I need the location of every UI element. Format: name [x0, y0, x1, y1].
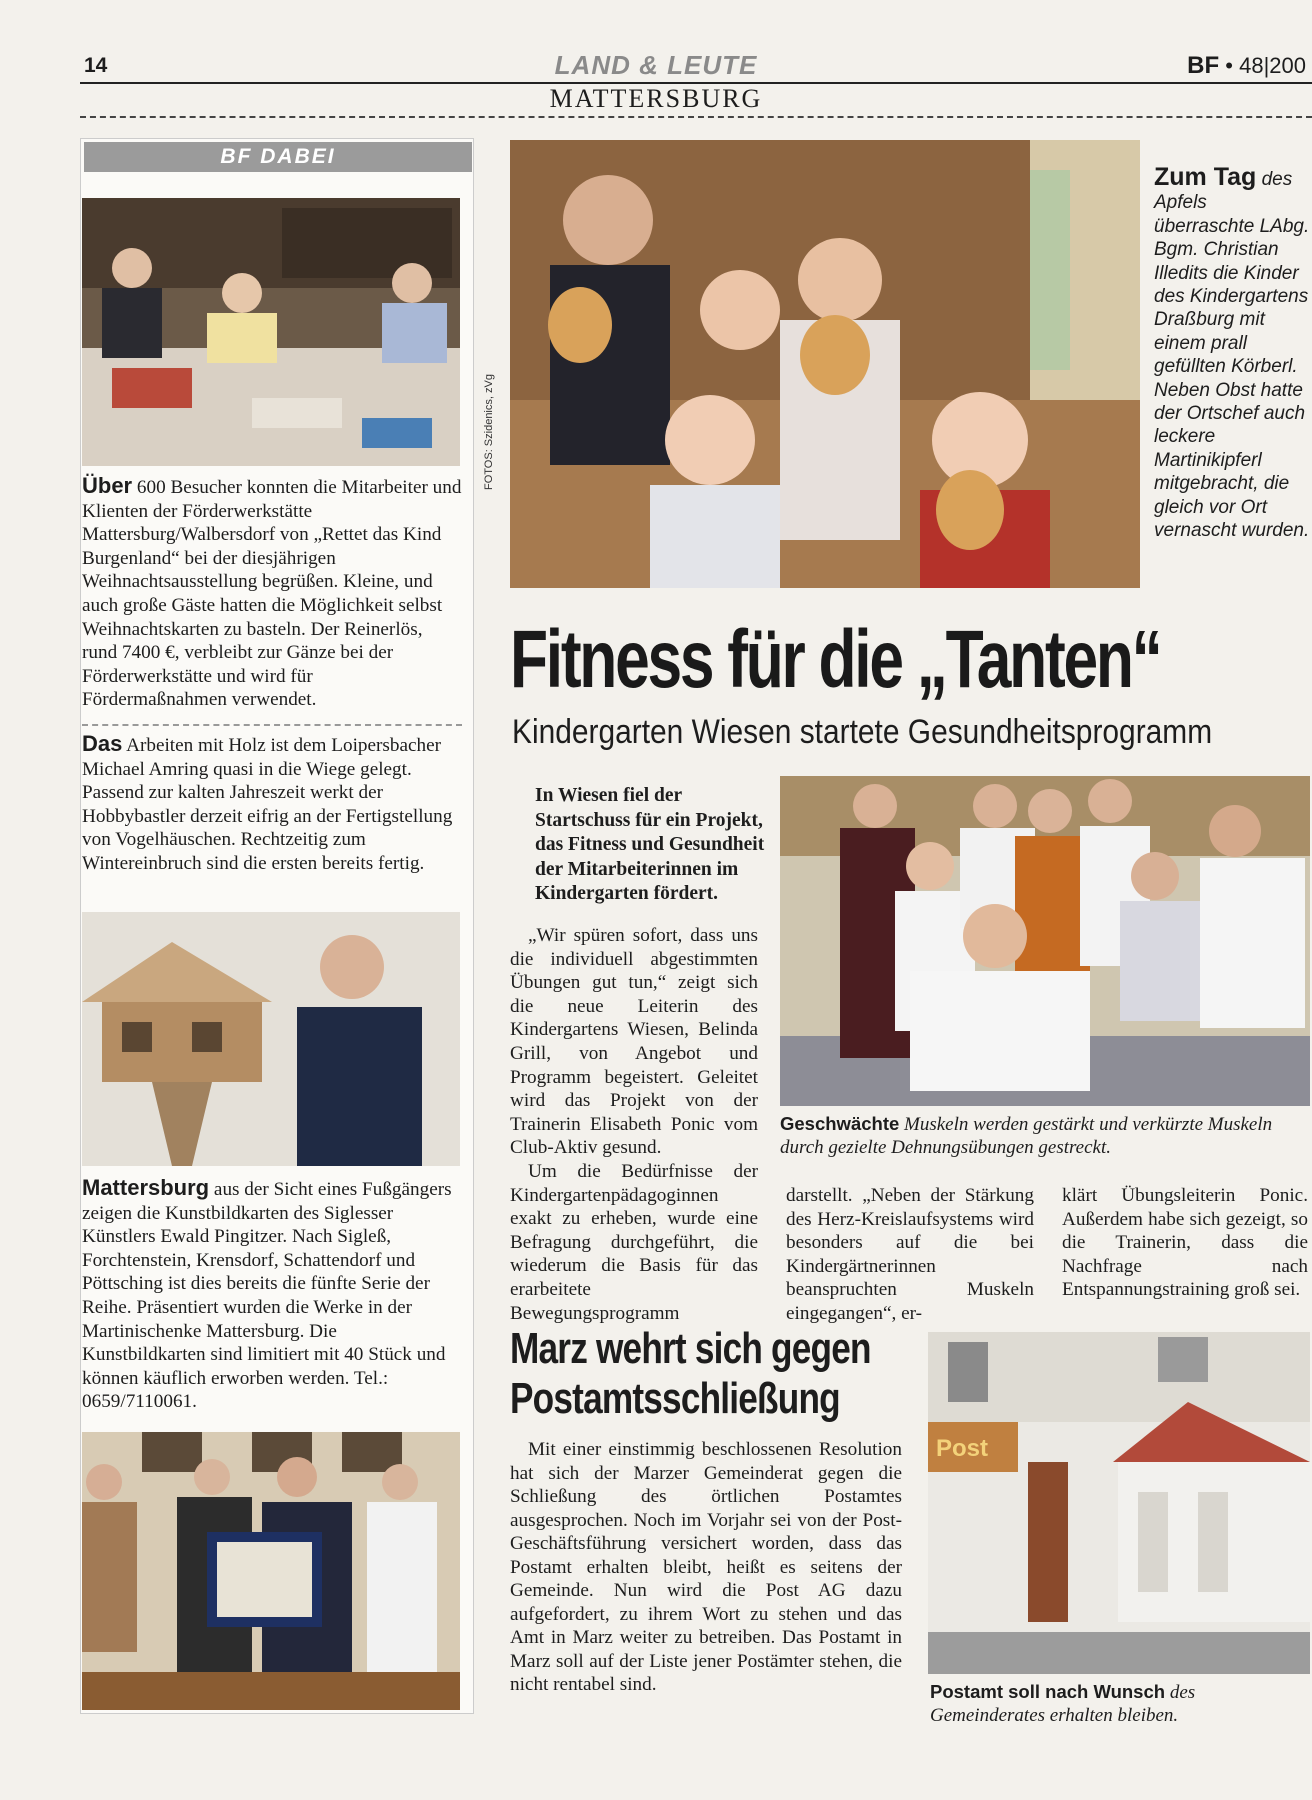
article-paragraph-1: „Wir spüren sofort, dass uns die individuell abgestimmten Übungen gut tun,“ zeigt sich die neue Leiterin des Kindergartens Wiesen, Belinda Grill, von Angebot und Programm begeistert. Geleitet wird das Projekt von der Trainerin Elisabeth Ponic vom Club-Aktiv gesund.	[510, 925, 758, 1159]
sidebar-item-1	[82, 474, 462, 712]
top-photo-caption	[1154, 163, 1310, 543]
fitness-photo-caption	[780, 1112, 1310, 1159]
photo-post-office	[928, 1332, 1310, 1674]
article2-body: Mit einer einstimmig beschlossenen Resolution hat sich der Marzer Gemeinderat gegen die Schließung des örtlichen Postamtes ausgesprochen. Noch im Vorjahr sei von der Post-Geschäftsführung versichert worden, dass das Postamt erhalten bleibt, heißt es seitens der Gemeinde. Nun wird die Post AG dazu aufgefordert, zu ihrem Wort zu stehen und das Amt in Marz weiter zu betreiben. Das Postamt in Marz soll auf der Liste jener Postämter stehen, die nicht rentabel sind.	[510, 1439, 902, 1695]
article2-headline: Marz wehrt sich gegen Postamtsschließung	[510, 1324, 871, 1423]
photo-fitness-group	[780, 776, 1310, 1106]
top-photo-caption-lead: Zum Tag	[1154, 163, 1257, 191]
sidebar-title: BF DABEI	[84, 142, 472, 172]
post-office-caption	[930, 1680, 1310, 1727]
publication-info: BF • 48|200	[1187, 52, 1306, 79]
post-office-caption-text: des Gemeinderates erhalten bleiben.	[930, 1682, 1196, 1726]
sidebar-item-2	[82, 732, 462, 876]
sidebar-item-1-text: 600 Besucher konnten die Mitarbeiter und Klienten der Förderwerkstätte Mattersburg/Walbersdorf von „Rettet das Kind Burgenland“ bei der diesjährigen Weihnachtsausstellung begrüßen. Kleine, und auch große Gäste hatten die Möglichkeit selbst Weihnachtskarten zu basteln. Der Reinerlös, rund 7400 €, verbleibt zur Gänze bei der Förderwerkstätte und wird für Fördermaßnahmen verwendet.	[82, 477, 462, 711]
article-paragraph-2-end: klärt Übungsleiterin Ponic. Außerdem habe sich gezeigt, so die Trainerin, dass die Nachfrage nach Entspannungstraining groß sei.	[1062, 1185, 1308, 1301]
article-paragraph-2: Um die Bedürfnisse der Kindergartenpädagoginnen exakt zu erheben, wurde eine Befragung durchgeführt, die wiederum die Basis für das erarbeitete Bewegungsprogramm	[510, 1160, 758, 1324]
fitness-photo-caption-lead: Geschwächte	[780, 1113, 900, 1134]
article-headline: Fitness für die „Tanten“	[510, 614, 1161, 705]
sidebar-item-3	[82, 1176, 462, 1414]
publication-name: BF	[1187, 52, 1220, 79]
photo-credit: FOTOS: Szidenics, zVg	[483, 374, 495, 490]
sidebar-item-1-lead: Über	[82, 473, 133, 498]
sidebar-item-2-text: Arbeiten mit Holz ist dem Loipersbacher Michael Amring quasi in die Wiege gelegt. Passend zur kalten Jahreszeit werkt der Hobbybastler derzeit eifrig an der Fertigstellung von Vogelhäuschen. Rechtzeitig zum Wintereinbruch sind die ersten bereits fertig.	[82, 735, 453, 874]
article-subheadline: Kindergarten Wiesen startete Gesundheitsprogramm	[512, 713, 1213, 751]
header-dashed-rule	[80, 116, 1312, 118]
post-sign-text: Post	[936, 1435, 989, 1462]
photo-birdhouse	[82, 912, 460, 1166]
top-photo-caption-text: des Apfels überraschte LAbg. Bgm. Christian Illedits die Kinder des Kindergartens Draßburg mit einem prall gefüllten Körberl. Neben Obst hatte der Ortschef auch leckere Martinikipferl mitgebracht, die gleich vor Ort vernascht wurden.	[1154, 169, 1310, 542]
sidebar-item-2-lead: Das	[82, 731, 123, 756]
photo-apple-day	[510, 140, 1140, 588]
article-paragraph-2-cont: darstellt. „Neben der Stärkung des Herz-Kreislaufsystems wird besonders auf die bei Kindergärtnerinnen beanspruchten Muskeln eingegangen“, er-	[786, 1185, 1034, 1324]
article-column-3	[1062, 1184, 1308, 1302]
article-column-1	[510, 924, 758, 1325]
article-lead: In Wiesen fiel der Startschuss für ein Projekt, das Fitness und Gesundheit der Mitarbeiterinnen im Kindergarten fördert.	[535, 785, 765, 905]
sidebar-item-3-lead: Mattersburg	[82, 1175, 210, 1200]
post-office-caption-lead: Postamt soll nach Wunsch	[930, 1681, 1166, 1702]
fitness-photo-caption-text: Muskeln werden gestärkt und verkürzte Muskeln durch gezielte Dehnungsübungen gestreckt.	[780, 1114, 1273, 1158]
sidebar-item-3-text: aus der Sicht eines Fußgängers zeigen die Kunstbildkarten des Siglesser Künstlers Ewald Pingitzer. Nach Sigleß, Forchtenstein, Krensdorf, Schattendorf und Pöttsching ist dies bereits die fünfte Serie der Reihe. Präsentiert wurden die Werke in der Martinischenke Mattersburg. Die Kunstbildkarten sind limitiert mit 40 Stück und können käuflich erworben werden. Tel.: 0659/7110061.	[82, 1179, 452, 1413]
article-column-2	[786, 1184, 1034, 1326]
photo-art-cards	[82, 1432, 460, 1710]
issue-number: 48|200	[1239, 53, 1306, 78]
photo-craft-workshop	[82, 198, 460, 466]
region-title: MATTERSBURG	[549, 84, 763, 113]
page-number: 14	[84, 54, 108, 77]
sidebar-divider	[82, 724, 462, 726]
section-title: LAND & LEUTE	[554, 50, 758, 80]
